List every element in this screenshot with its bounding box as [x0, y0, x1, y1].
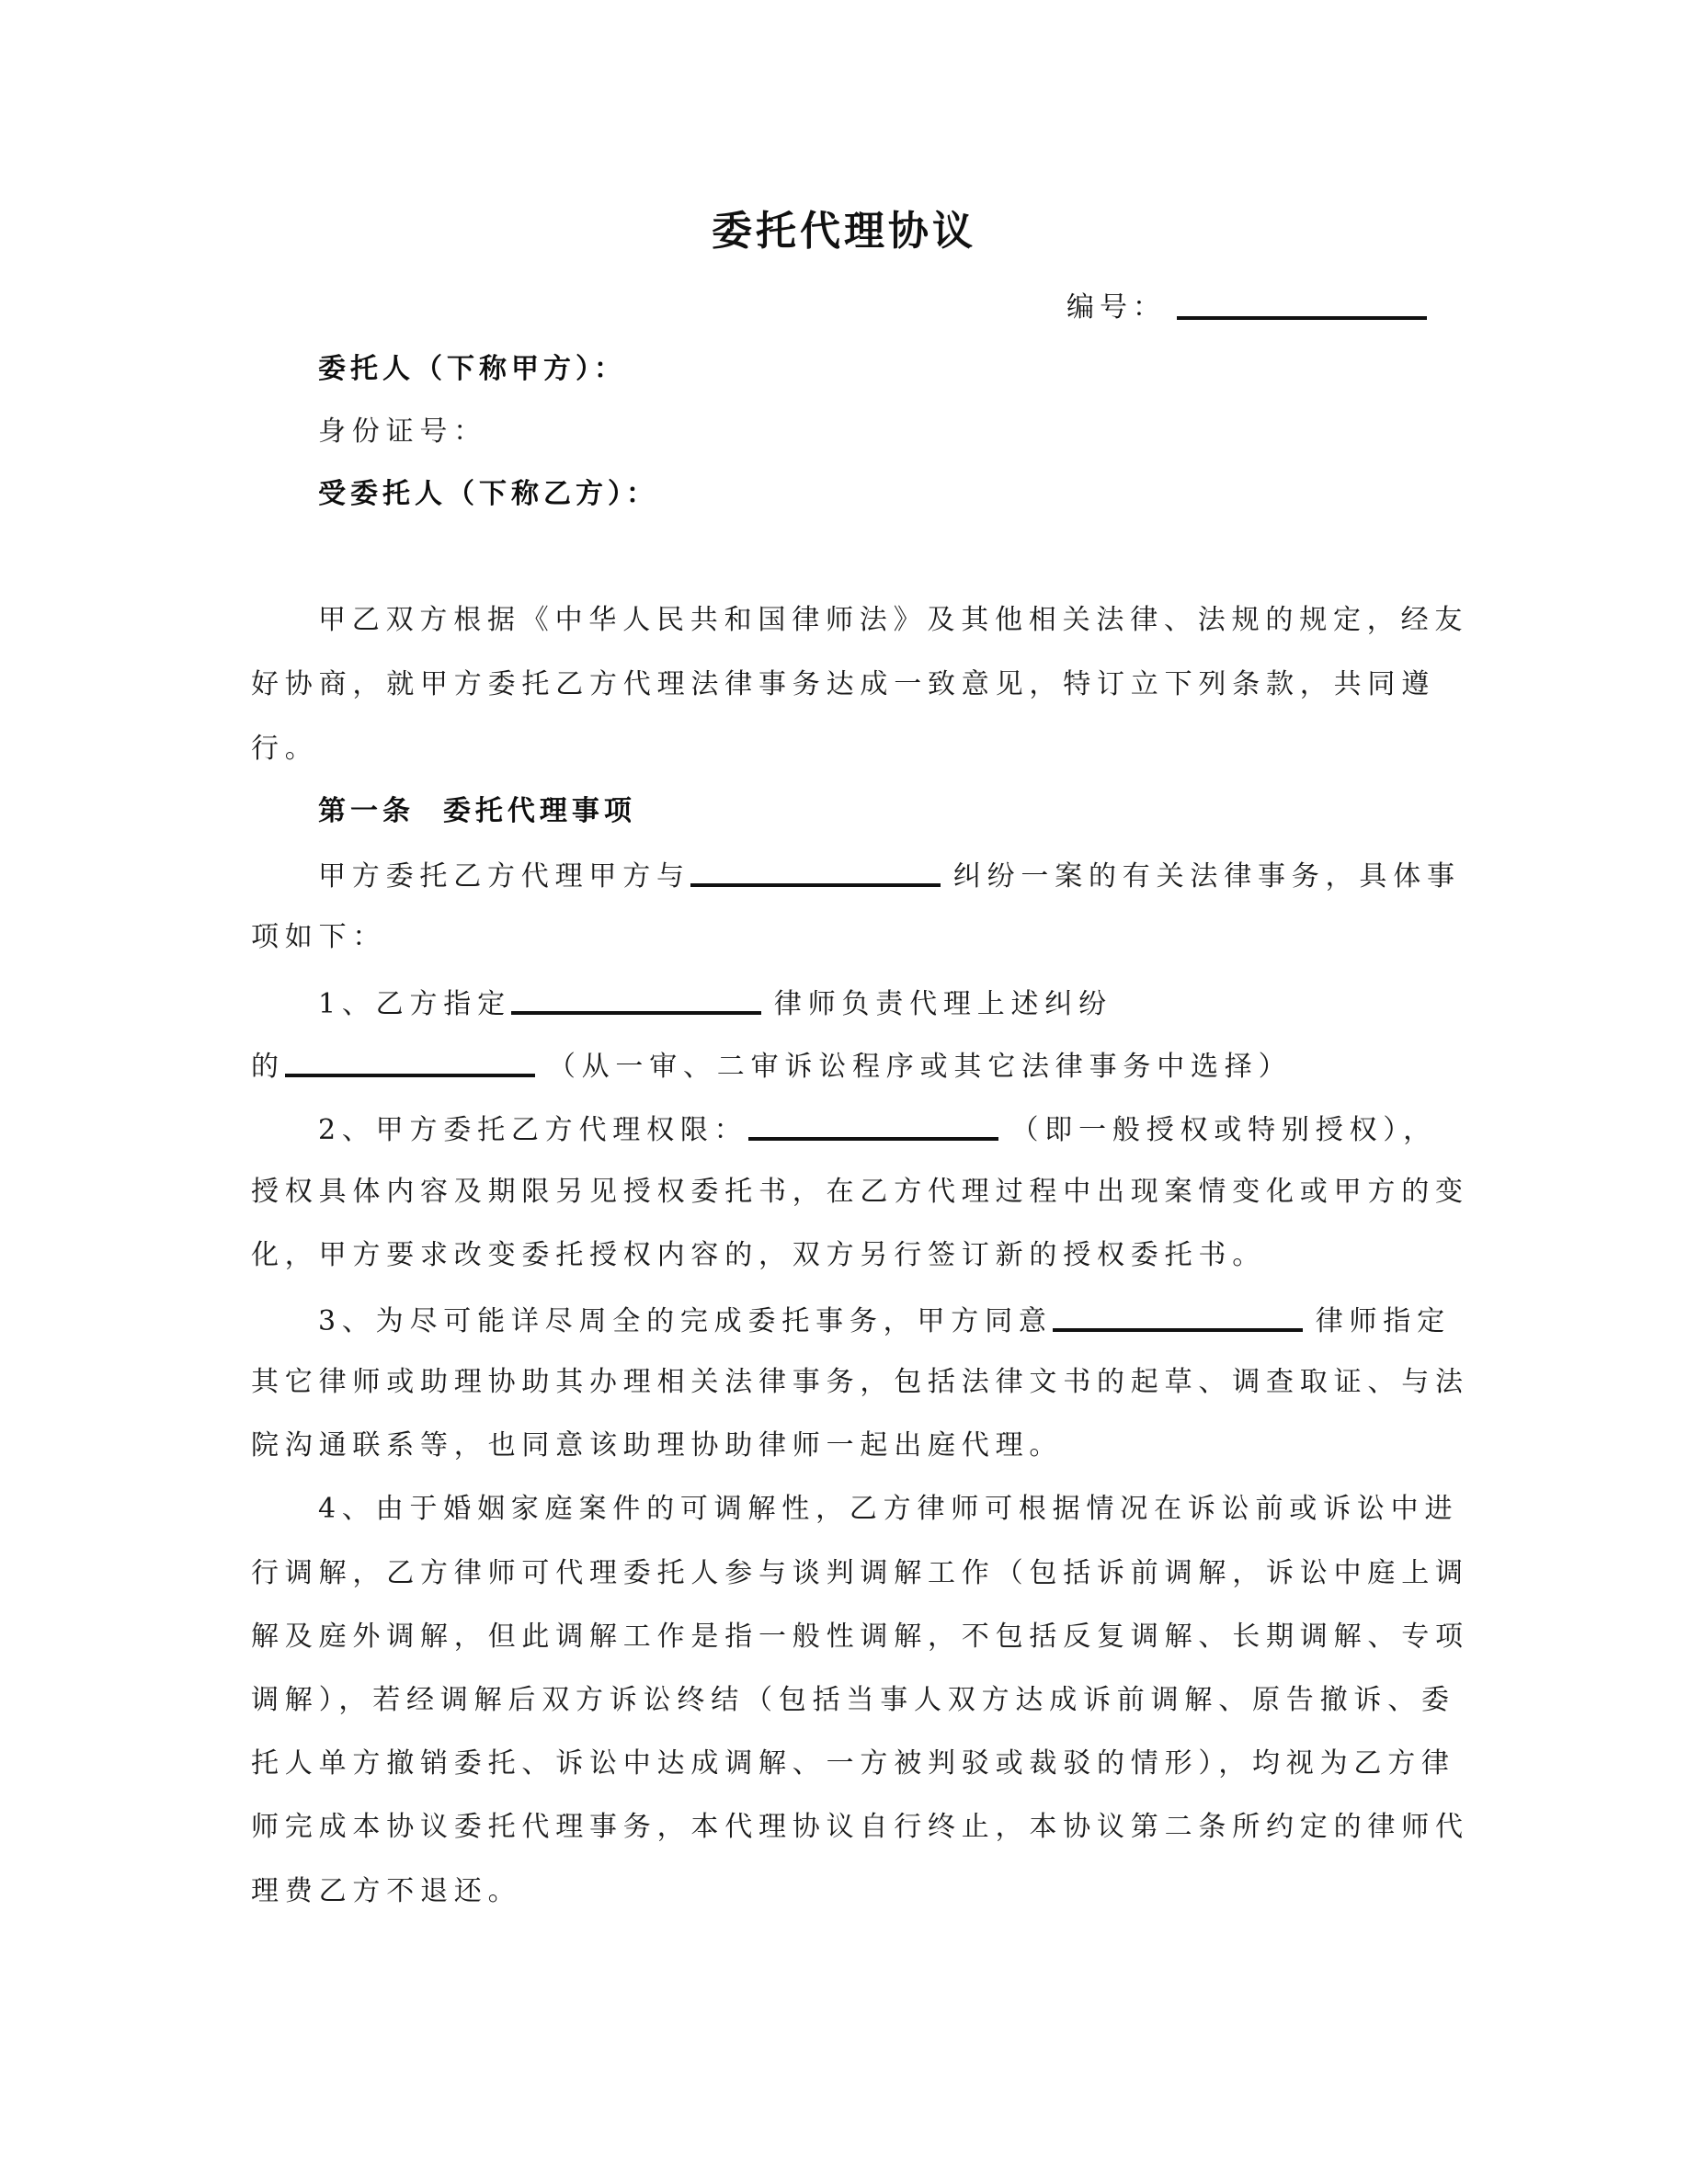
preamble-line: 好协商，就甲方委托乙方代理法律事务达成一致意见，特订立下列条款，共同遵: [251, 668, 1435, 700]
document-number-row: [1066, 287, 1427, 324]
document-number-label: 编号：: [1066, 291, 1166, 324]
item-4-line: 解及庭外调解，但此调解工作是指一般性调解，不包括反复调解、长期调解、专项: [251, 1621, 1469, 1653]
id-number-label: 身份证号：: [318, 415, 487, 448]
item-1-text-a: 1、乙方指定: [318, 988, 511, 1020]
item-3-line: 其它律师或助理协助其办理相关法律事务，包括法律文书的起草、调查取证、与法: [251, 1366, 1469, 1398]
intro-text-a: 甲方委托乙方代理甲方与: [318, 860, 690, 893]
item-4-line: 4、由于婚姻家庭案件的可调解性，乙方律师可根据情况在诉讼前或诉讼中进: [318, 1493, 1459, 1525]
item-4-line: 师完成本协议委托代理事务，本代理协议自行终止，本协议第二条所约定的律师代: [251, 1811, 1469, 1843]
item-4-line: 调解），若经调解后双方诉讼终结（包括当事人双方达成诉前调解、原告撤诉、委: [251, 1684, 1455, 1716]
item-2-line: 授权具体内容及期限另见授权委托书，在乙方代理过程中出现案情变化或甲方的变: [251, 1176, 1469, 1208]
item-2-line: 化，甲方要求改变委托授权内容的，双方另行签订新的授权委托书。: [251, 1239, 1266, 1271]
procedure-blank[interactable]: [285, 1046, 535, 1077]
item-2: [318, 1109, 1437, 1146]
intro-text-c: 项如下：: [251, 921, 387, 953]
preamble-line: 甲乙双方根据《中华人民共和国律师法》及其他相关法律、法规的规定，经友: [318, 604, 1469, 636]
item-2-text-b: （即一般授权或特别授权），: [1010, 1114, 1437, 1146]
document-number-blank[interactable]: [1177, 287, 1427, 320]
item-3-text-a: 3、为尽可能详尽周全的完成委托事务，甲方同意: [318, 1305, 1053, 1337]
item-3: [318, 1301, 1451, 1337]
item-1-text-c: 的: [251, 1051, 285, 1083]
item-2-text-a: 2、甲方委托乙方代理权限：: [318, 1114, 748, 1146]
intro-text-b: 纠纷一案的有关法律事务，具体事: [952, 860, 1461, 893]
item-4-line: 理费乙方不退还。: [251, 1875, 522, 1907]
agent-label: 受委托人（下称乙方）：: [318, 478, 658, 510]
authority-blank[interactable]: [748, 1109, 998, 1141]
item-4-line: 行调解，乙方律师可代理委托人参与谈判调解工作（包括诉前调解，诉讼中庭上调: [251, 1557, 1469, 1589]
preamble-line: 行。: [251, 733, 319, 765]
item-1: [318, 984, 1112, 1020]
dispute-party-blank[interactable]: [690, 856, 941, 887]
assigning-lawyer-blank[interactable]: [1053, 1301, 1303, 1332]
item-4-line: 托人单方撤销委托、诉讼中达成调解、一方被判驳或裁驳的情形），均视为乙方律: [251, 1747, 1455, 1780]
item-1-cont: [251, 1046, 1292, 1083]
article-1-intro: [318, 856, 1461, 893]
document-title: 委托代理协议: [712, 208, 976, 255]
item-1-text-d: （从一审、二审诉讼程序或其它法律事务中选择）: [547, 1051, 1293, 1083]
item-1-text-b: 律师负责代理上述纠纷: [773, 988, 1112, 1020]
item-3-line: 院沟通联系等，也同意该助理协助律师一起出庭代理。: [251, 1429, 1064, 1462]
article-1-heading: 第一条 委托代理事项: [318, 795, 636, 827]
client-label: 委托人（下称甲方）：: [318, 353, 626, 385]
item-3-text-b: 律师指定: [1315, 1305, 1451, 1337]
lawyer-name-blank[interactable]: [511, 984, 761, 1015]
